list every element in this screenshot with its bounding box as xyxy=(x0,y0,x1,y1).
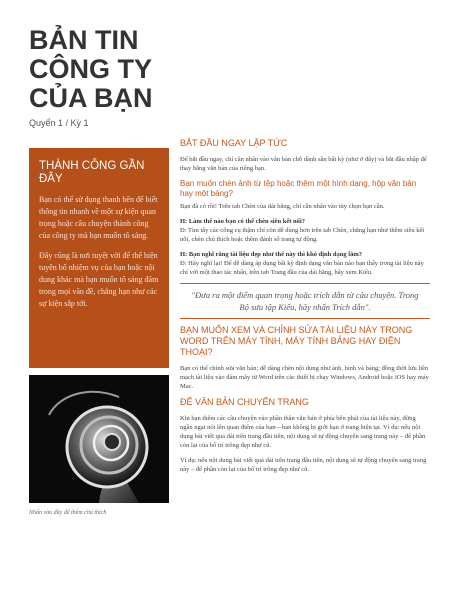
body-paragraph: Để bắt đầu ngay, chỉ cần nhấn vào văn bản chỗ dành sẵn bất kỳ (như ở đây) và bắt đầu nhập để thay bằng văn bản của riêng bạn. xyxy=(180,156,427,172)
sidebar-heading: THÀNH CÔNG GẦN ĐÂY xyxy=(39,160,145,185)
photo-caption[interactable]: Nhấn vào đây để thêm chú thích xyxy=(29,510,107,516)
violin-scroll-photo[interactable] xyxy=(29,375,169,503)
body-paragraph: Bạn có thể chỉnh sửa văn bản; dễ dàng chèn nội dung như ảnh, hình và bảng; đồng thời lưu liền mạch tài liệu vào đám mây từ Word trên các thiết bị chạy Windows, Android hoặc iOS hay máy Mac. xyxy=(180,365,429,390)
faq-answer: Đ: Hãy nghĩ lại! Để dễ dàng áp dụng bất kỳ định dạng văn bản nào bạn thấy trong tài liệu này chỉ với một thao tác nhấn, trên tab Trang đầu của dải băng, hãy xem Kiểu. xyxy=(180,260,424,276)
subheading: Bạn muốn chèn ảnh từ tệp hoặc thêm một hình dạng, hộp văn bản hay một bảng? xyxy=(180,179,417,198)
pull-quote: "Đưa ra một điểm quan trọng hoặc trích dẫn từ câu chuyện. Trong Bộ sưu tập Kiểu, hãy nhấn Trích dẫn". xyxy=(180,283,430,319)
sidebar-box xyxy=(29,148,169,368)
violin-scroll-image xyxy=(29,375,169,503)
issue-label: Quyển 1 / Kỳ 1 xyxy=(29,118,89,128)
faq-question: H: Bạn nghĩ rằng tài liệu đẹp như thế này thì khó định dạng lắm? xyxy=(180,251,362,258)
body-paragraph: Bạn đã có rồi! Trên tab Chèn của dải băng, chỉ cần nhấn vào tùy chọn bạn cần. xyxy=(180,203,385,210)
faq-answer: Đ: Tìm tấy các công cụ thậm chí còn dễ dùng hơn trên tab Chèn, chẳng hạn như thêm siêu kết nối, chèn chú thích hoặc thêm đánh số trang tự động. xyxy=(180,227,425,243)
newsletter-title: BẢN TIN CÔNG TY CỦA BẠN xyxy=(29,25,153,113)
section-heading: BẮT ĐẦU NGAY LẬP TỨC xyxy=(180,138,288,148)
body-paragraph: Ví dụ: nếu nội dung bài viết quá dài trên trang đầu tiên, nội dung sẽ tự động chuyển sang trang này – để phần còn lại của bố trí trông đẹp như cũ. xyxy=(180,457,427,473)
section-heading: BẠN MUỐN XEM VÀ CHỈNH SỬA TÀI LIỆU NÀY TRONG WORD TRÊN MÁY TÍNH, MÁY TÍNH BẢNG HAY ĐIỆN THOẠI? xyxy=(180,325,413,357)
body-paragraph: Khi bạn thêm các câu chuyện vào phần thân văn bản ở phía bên phải của tài liệu này, đừng ngần ngại nói lên quan điểm của bạn—bạn không bị giới hạn ở trang hiện tại. Ví dụ: nếu nội dung bài viết quá dài trên trang đầu tiên, nội dung sẽ tự động chuyển sang trang này – để phần còn lại của bố trí trông đẹp như cũ. xyxy=(180,415,426,449)
main-column xyxy=(180,138,430,474)
section-heading: ĐỂ VĂN BẢN CHUYỂN TRANG xyxy=(180,397,309,407)
faq-question: H: Làm thế nào bạn có thể chèn siêu kết nối? xyxy=(180,218,305,225)
sidebar-paragraph: Bạn có thể sử dụng thanh bên để biết thông tin nhanh về một sự kiện quan trọng hoặc câu chuyện thành công của công ty mà bạn muốn tô sáng. xyxy=(39,195,158,240)
sidebar-paragraph: Đây cũng là nơi tuyệt vời để thể hiện tuyên bố nhiệm vụ của bạn hoặc nội dung khác mà bạn muốn tô sáng đăm trong mọi văn đề, chẳng hạn như các sự kiện sắp tới. xyxy=(39,251,159,308)
